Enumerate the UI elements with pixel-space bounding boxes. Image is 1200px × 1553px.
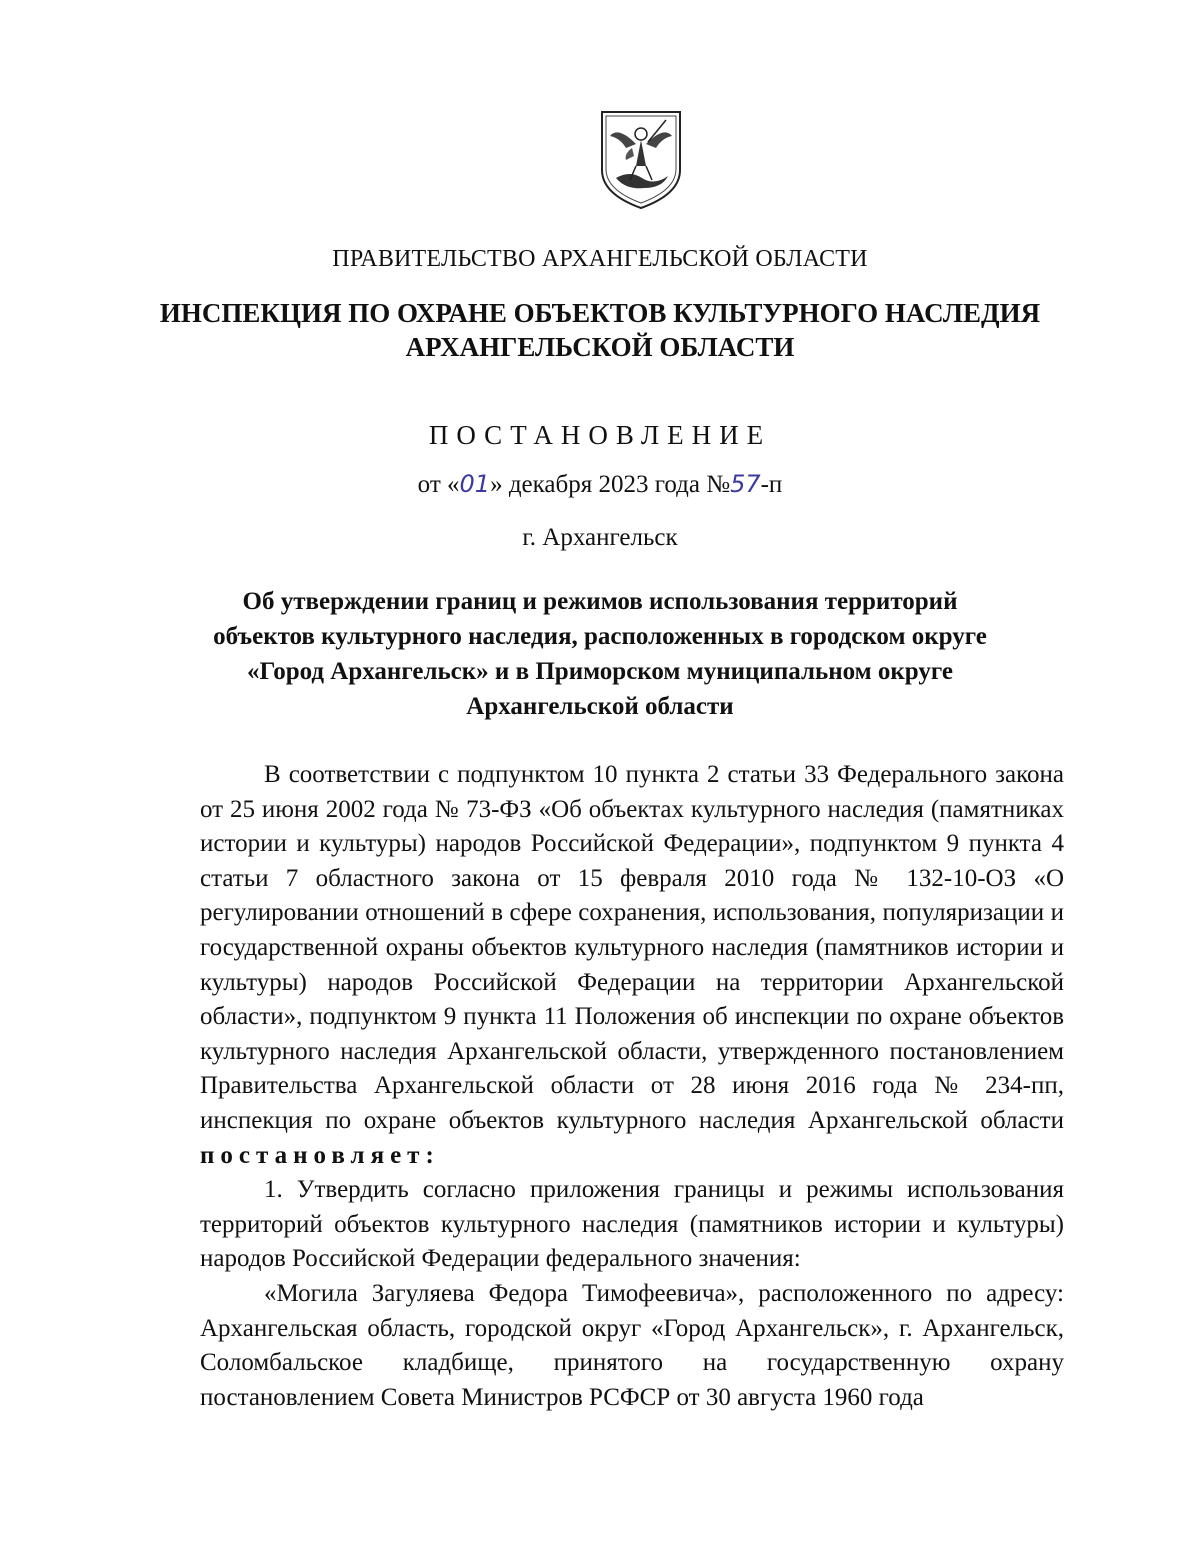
document-subject xyxy=(0,584,1200,724)
document-city: г. Архангельск xyxy=(522,524,678,551)
handwritten-number: 57 xyxy=(730,470,761,498)
subject-line-2: объектов культурного наследия, расположенных в городском округе xyxy=(213,623,987,650)
document-type: ПОСТАНОВЛЕНИЕ xyxy=(428,420,772,450)
subject-line-4: Архангельской области xyxy=(466,693,734,720)
resolves-word: постановляет: xyxy=(200,1141,440,1169)
inspection-name xyxy=(0,296,1200,364)
handwritten-day: 01 xyxy=(459,470,491,498)
date-middle: » декабря 2023 года № xyxy=(490,471,731,498)
preamble-text: В соответствии с подпунктом 10 пункта 2 статьи 33 Федерального закона от 25 июня 2002 года № 73-ФЗ «Об объектах культурного наследия (памятниках истории и культуры) народов Российской Федерации», подпунктом 9 пункта 4 статьи 7 областного закона от 15 февраля 2010 года № 132-10-ОЗ «О регулировании отношений в сфере сохранения, использования, популяризации и государственной охраны объектов культурного наследия (памятников истории и культуры) народов Российской Федерации на территории Архангельской области», подпунктом 9 пункта 11 Положения об инспекции по охране объектов культурного наследия Архангельской области, утвержденного постановлением Правительства Архангельской области от 28 июня 2016 года № 234-пп, инспекция по охране объектов культурного наследия Архангельской области xyxy=(200,761,1064,1134)
document-body xyxy=(200,758,1064,1415)
monument-paragraph: «Могила Загуляева Федора Тимофеевича», расположенного по адресу: Архангельская область, городской округ «Город Архангельск», г. Архангельск, Соломбальское кладбище, принятого на государственную охрану постановлением Совета Министров РСФСР от 30 августа 1960 года xyxy=(200,1279,1064,1411)
inspection-name-line-1: ИНСПЕКЦИЯ ПО ОХРАНЕ ОБЪЕКТОВ КУЛЬТУРНОГО НАСЛЕДИЯ xyxy=(159,298,1041,328)
document-date-number xyxy=(0,470,1200,499)
coat-of-arms-emblem xyxy=(596,108,686,210)
date-prefix: от « xyxy=(417,471,460,498)
government-name: ПРАВИТЕЛЬСТВО АРХАНГЕЛЬСКОЙ ОБЛАСТИ xyxy=(332,246,868,272)
item-1-paragraph: 1. Утвердить согласно приложения границы и режимы использования территорий объектов культурного наследия (памятников истории и культуры) народов Российской Федерации федерального значения: xyxy=(200,1176,1064,1273)
inspection-name-line-2: АРХАНГЕЛЬСКОЙ ОБЛАСТИ xyxy=(405,332,795,362)
subject-line-3: «Город Архангельск» и в Приморском муниципальном округе xyxy=(247,658,953,685)
subject-line-1: Об утверждении границ и режимов использования территорий xyxy=(242,588,958,615)
preamble-paragraph xyxy=(200,758,1064,1173)
number-suffix: -п xyxy=(760,471,783,498)
